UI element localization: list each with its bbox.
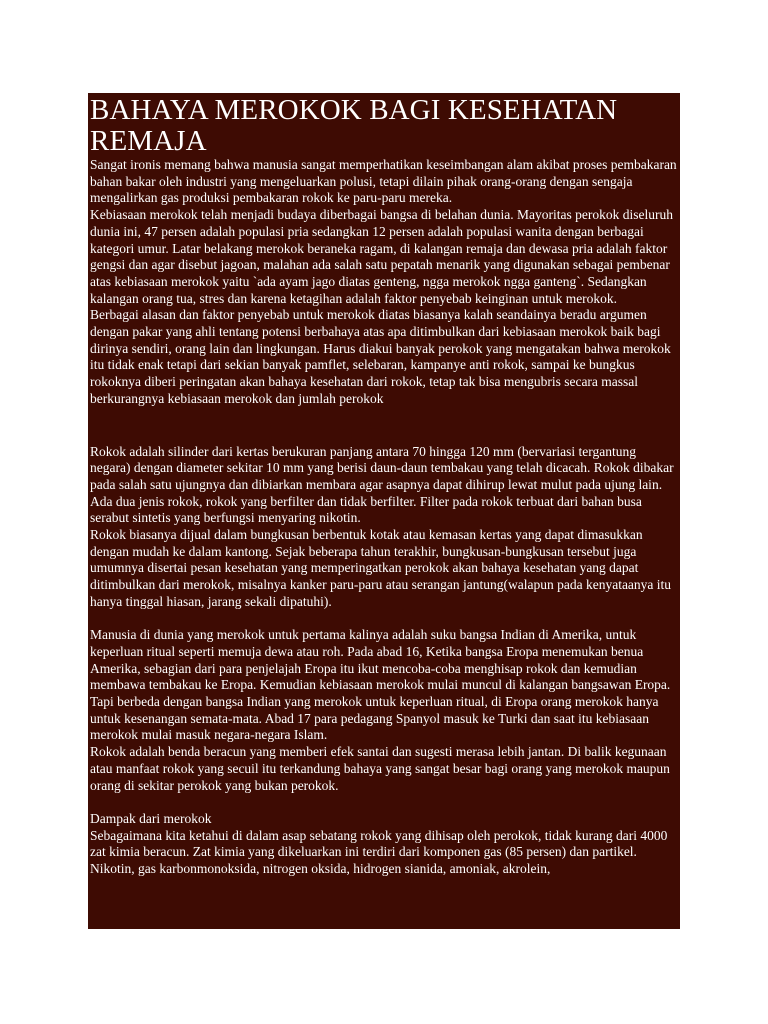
- section-intro: [90, 157, 678, 408]
- paragraph: Rokok adalah benda beracun yang memberi efek santai dan sugesti merasa lebih jantan. Di balik kegunaan atau manfaat rokok yang secuil itu terkandung bahaya yang sangat besar bagi orang yang merokok maupun orang di sekitar perokok yang bukan perokok.: [90, 744, 670, 793]
- spacer: [90, 408, 678, 444]
- paragraph: Rokok adalah silinder dari kertas berukuran panjang antara 70 hingga 120 mm (bervariasi tergantung negara) dengan diameter sekitar 10 mm yang berisi daun-daun tembakau yang telah dicacah. Rokok dibakar pada salah satu ujungnya dan dibiarkan membara agar asapnya dapat dihirup lewat mulut pada ujung lain.: [90, 443, 674, 492]
- paragraph: Sangat ironis memang bahwa manusia sangat memperhatikan keseimbangan alam akibat proses pembakaran bahan bakar oleh industri yang mengeluarkan polusi, tetapi dilain pihak orang-orang dengan sengaja mengalirkan gas produksi pembakaran rokok ke paru-paru mereka.: [90, 157, 677, 206]
- section-definition: [90, 444, 678, 611]
- section-impact: [90, 811, 678, 878]
- paragraph: Berbagai alasan dan faktor penyebab untuk merokok diatas biasanya kalah seandainya beradu argumen dengan pakar yang ahli tentang potensi berbahaya atas apa ditimbulkan dari kebiasaan merokok baik bagi dirinya sendiri, orang lain dan lingkungan. Harus diakui banyak perokok yang mengatakan bahwa merokok itu tidak enak tetapi dari sekian banyak pamflet, selebaran, kampanye anti rokok, sampai ke bungkus rokoknya diberi peringatan akan bahaya kesehatan dari rokok, tetap tak bisa mengubris secara massal berkurangnya kebiasaan merokok dan jumlah perokok: [90, 307, 671, 406]
- spacer: [90, 794, 678, 811]
- paragraph: Ada dua jenis rokok, rokok yang berfilter dan tidak berfilter. Filter pada rokok terbuat dari bahan busa serabut sintetis yang berfungsi menyaring nikotin.: [90, 493, 642, 526]
- paragraph: Rokok biasanya dijual dalam bungkusan berbentuk kotak atau kemasan kertas yang dapat dimasukkan dengan mudah ke dalam kantong. Sejak beberapa tahun terakhir, bungkusan-bungkusan tersebut juga umumnya disertai pesan kesehatan yang memperingatkan perokok akan bahaya kesehatan yang dapat ditimbulkan dari merokok, misalnya kanker paru-paru atau serangan jantung(walapun pada kenyataanya itu hanya tinggal hiasan, jarang sekali dipatuhi).: [90, 527, 672, 609]
- paragraph: Sebagaimana kita ketahui di dalam asap sebatang rokok yang dihisap oleh perokok, tidak kurang dari 4000 zat kimia beracun. Zat kimia yang dikeluarkan ini terdiri dari komponen gas (85 persen) dan partikel. Nikotin, gas karbonmonoksida, nitrogen oksida, hidrogen sianida, amoniak, akrolein,: [90, 827, 668, 877]
- paragraph: Kebiasaan merokok telah menjadi budaya diberbagai bangsa di belahan dunia. Mayoritas perokok diseluruh dunia ini, 47 persen adalah populasi pria sedangkan 12 persen adalah populasi wanita dengan berbagai kategori umur. Latar belakang merokok beraneka ragam, di kalangan remaja dan dewasa pria adalah faktor gengsi dan agar disebut jagoan, malahan ada salah satu pepatah menarik yang digunakan sebagai pembenar atas kebiasaan merokok yaitu `ada ayam jago diatas genteng, ngga merokok ngga ganteng`. Sedangkan kalangan orang tua, stres dan karena ketagihan adalah faktor penyebab keinginan untuk merokok.: [90, 207, 673, 306]
- spacer: [90, 611, 678, 628]
- section-heading: Dampak dari merokok: [90, 810, 212, 826]
- section-history: [90, 627, 678, 794]
- document-page: [88, 93, 680, 929]
- paragraph: Manusia di dunia yang merokok untuk pertama kalinya adalah suku bangsa Indian di Amerika, untuk keperluan ritual seperti memuja dewa atau roh. Pada abad 16, Ketika bangsa Eropa menemukan benua Amerika, sebagian dari para penjelajah Eropa itu ikut mencoba-coba menghisap rokok dan kemudian membawa tembakau ke Eropa. Kemudian kebiasaan merokok mulai muncul di kalangan bangsawan Eropa. Tapi berbeda dengan bangsa Indian yang merokok untuk keperluan ritual, di Eropa orang merokok hanya untuk kesenangan semata-mata. Abad 17 para pedagang Spanyol masuk ke Turki dan saat itu kebiasaan merokok mulai masuk negara-negara Islam.: [90, 627, 671, 743]
- document-title: BAHAYA MEROKOK BAGI KESEHATAN REMAJA: [90, 94, 618, 157]
- document-content: [88, 95, 680, 878]
